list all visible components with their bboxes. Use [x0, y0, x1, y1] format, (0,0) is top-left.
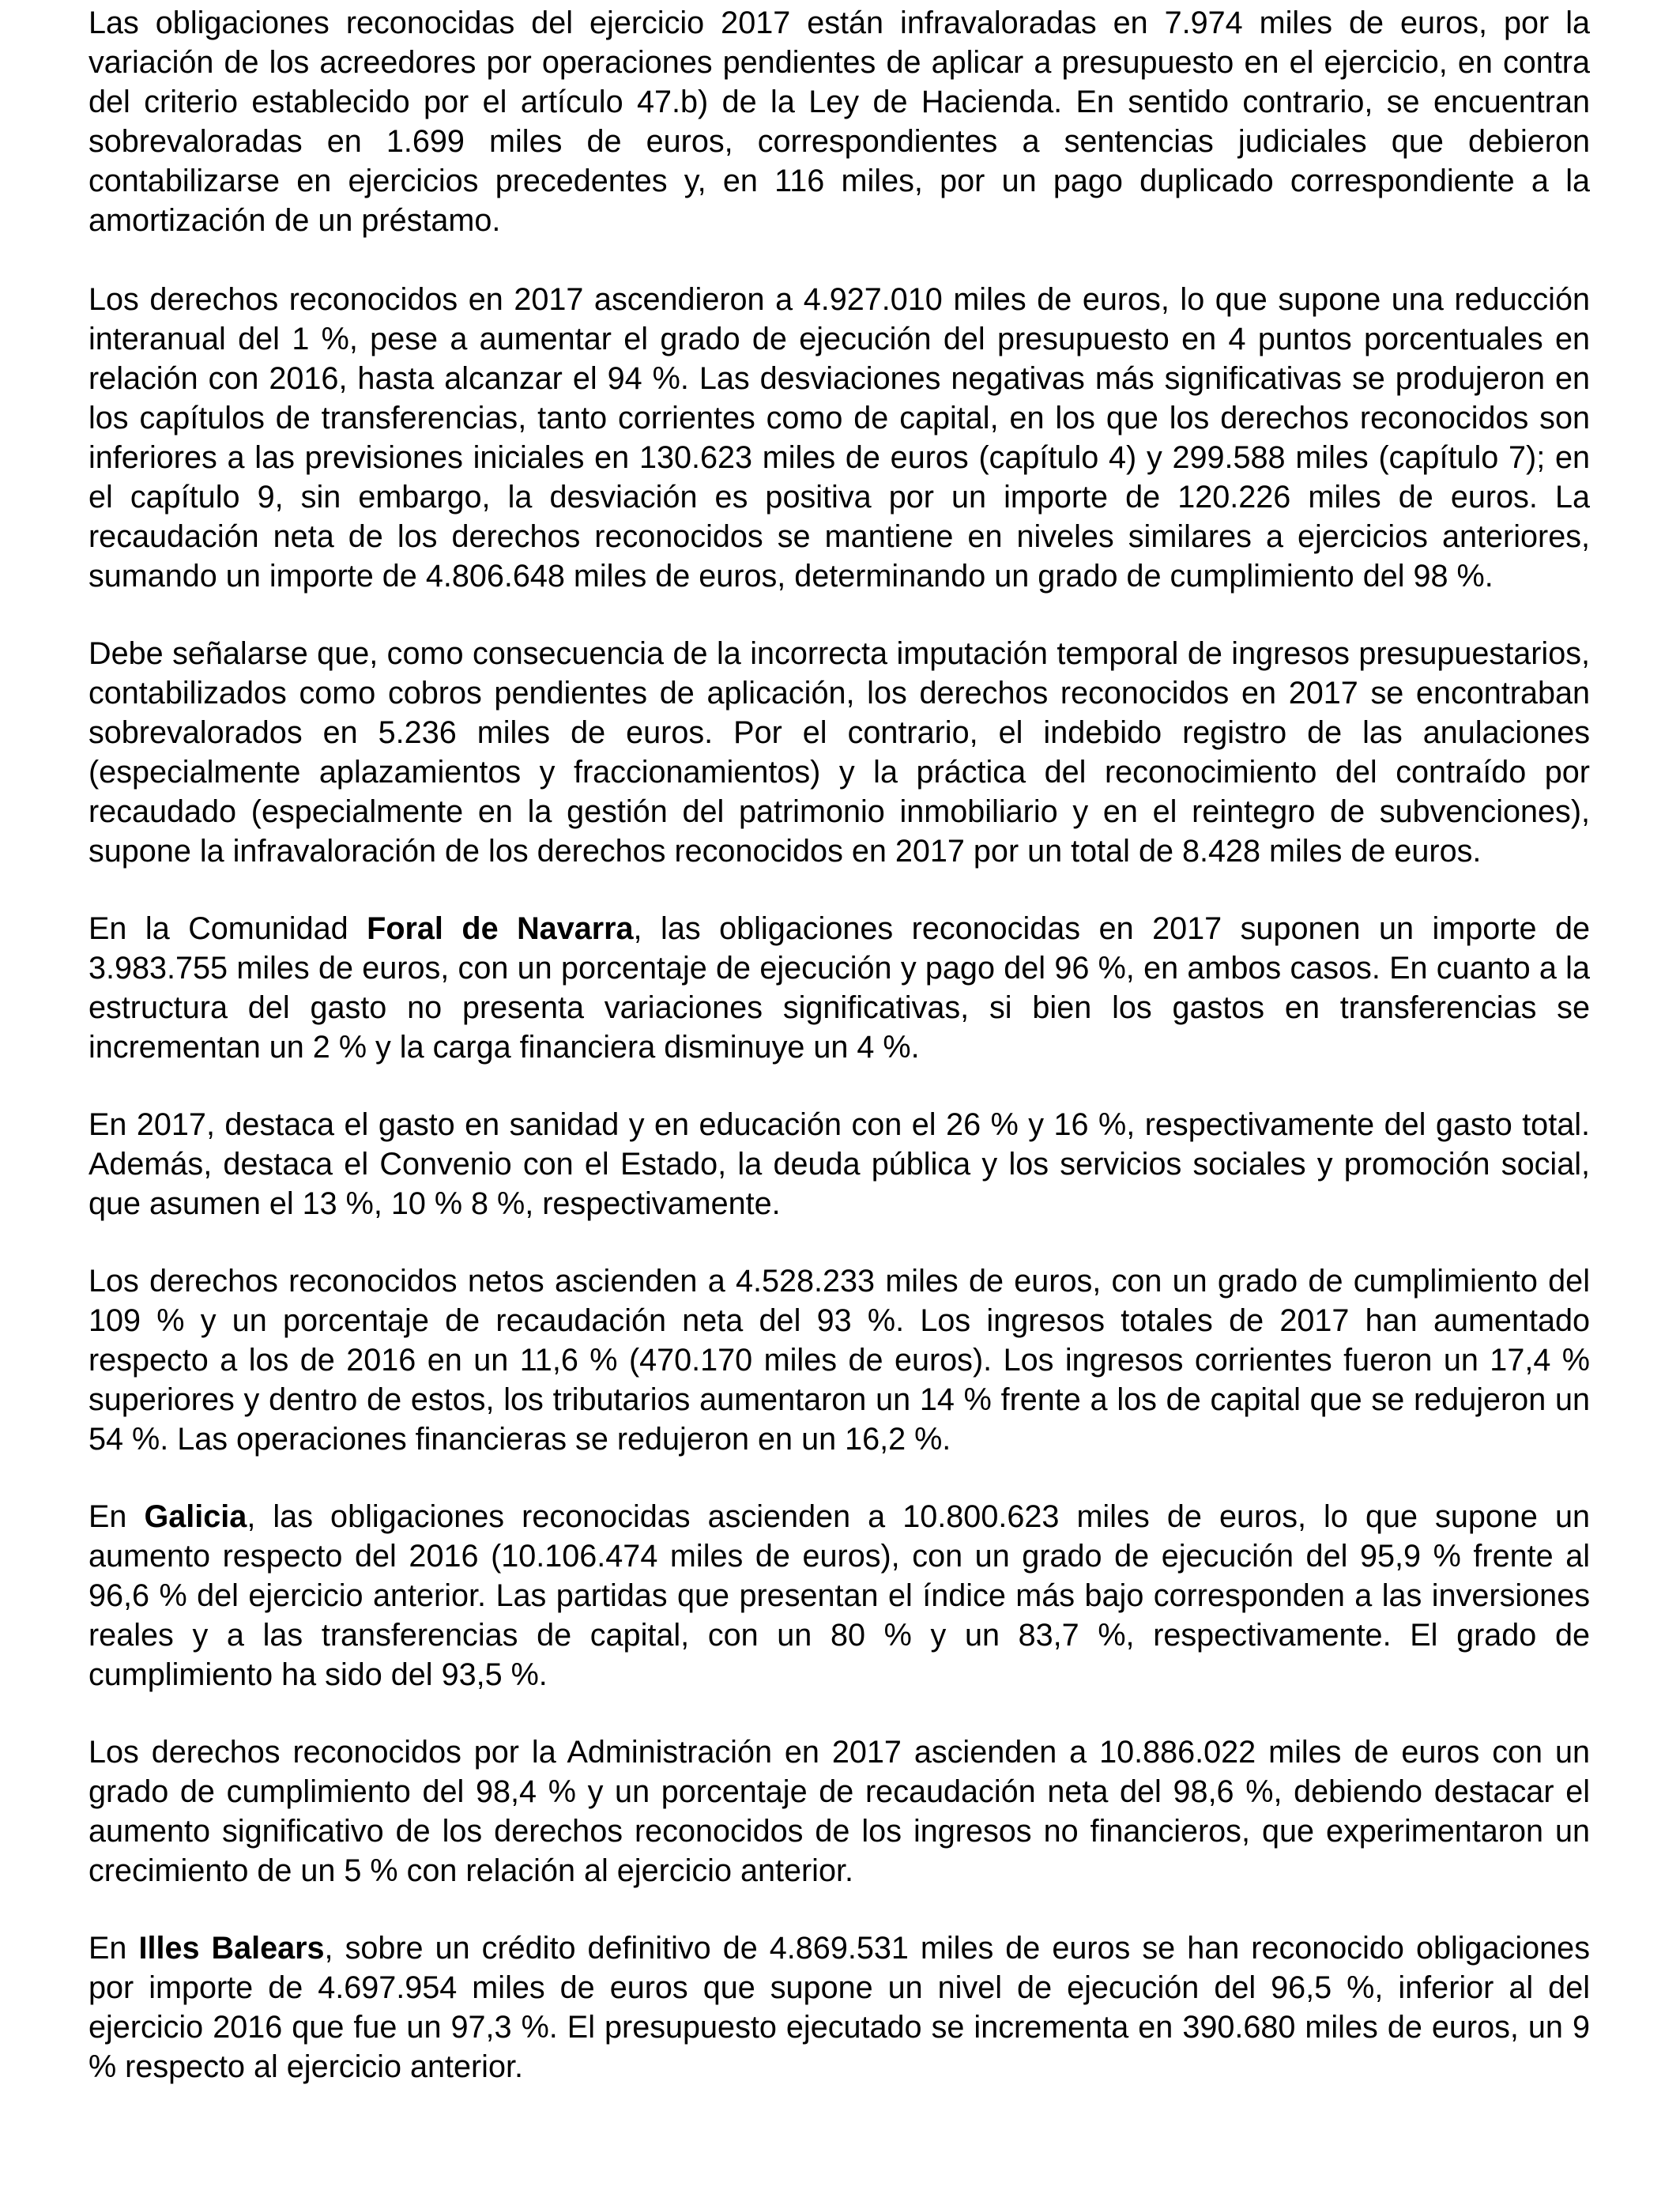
region-name-illes-balears: Illes Balears [138, 1931, 325, 1966]
paragraph-text: Los derechos reconocidos por la Administración en 2017 ascienden a 10.886.022 miles de euros con un grado de cumplimiento del 98,4 % y un porcentaje de recaudación neta del 98,6 %, debiendo destacar el aumento significativo de los derechos reconocidos de los ingresos no financieros, que experimentaron un crecimiento de un 5 % con relación al ejercicio anterior. [89, 1735, 1590, 1888]
paragraph-galicia-derechos [89, 1732, 1590, 1891]
paragraph-text: En 2017, destaca el gasto en sanidad y en educación con el 26 % y 16 %, respectivamente del gasto total. Además, destaca el Convenio con el Estado, la deuda pública y los servicios sociales y promoción social, que asumen el 13 %, 10 % 8 %, respectivamente. [89, 1107, 1590, 1221]
paragraph-text: , las obligaciones reconocidas ascienden a 10.800.623 miles de euros, lo que supone un aumento respecto del 2016 (10.106.474 miles de euros), con un grado de ejecución del 95,9 % frente al 96,6 % del ejercicio anterior. Las partidas que presentan el índice más bajo corresponden a las inversiones reales y a las transferencias de capital, con un 80 % y un 83,7 %, respectivamente. El grado de cumplimiento ha sido del 93,5 %. [89, 1499, 1591, 1692]
paragraph-illes-balears [89, 1928, 1590, 2087]
paragraph-derechos-2017 [89, 280, 1590, 596]
paragraph-navarra-gasto [89, 1105, 1590, 1223]
paragraph-text: En [89, 1931, 139, 1966]
region-name-navarra: Foral de Navarra [367, 911, 634, 946]
paragraph-text: En la Comunidad [89, 911, 367, 946]
paragraph-galicia [89, 1497, 1590, 1695]
region-name-galicia: Galicia [144, 1499, 247, 1534]
paragraph-navarra [89, 909, 1590, 1067]
paragraph-text: Los derechos reconocidos en 2017 ascendieron a 4.927.010 miles de euros, lo que supone una reducción interanual del 1 %, pese a aumentar el grado de ejecución del presupuesto en 4 puntos porcentuales en relación con 2016, hasta alcanzar el 94 %. Las desviaciones negativas más significativas se produjeron en los capítulos de transferencias, tanto corrientes como de capital, en los que los derechos reconocidos son inferiores a las previsiones iniciales en 130.623 miles de euros (capítulo 4) y 299.588 miles (capítulo 7); en el capítulo 9, sin embargo, la desviación es positiva por un importe de 120.226 miles de euros. La recaudación neta de los derechos reconocidos se mantiene en niveles similares a ejercicios anteriores, sumando un importe de 4.806.648 miles de euros, determinando un grado de cumplimiento del 98 %. [89, 282, 1590, 594]
paragraph-obligaciones-2017 [89, 3, 1590, 240]
document-page [89, 3, 1590, 2124]
paragraph-imputacion-temporal [89, 634, 1590, 871]
paragraph-text: , las obligaciones reconocidas en 2017 suponen un importe de 3.983.755 miles de euros, con un porcentaje de ejecución y pago del 96 %, en ambos casos. En cuanto a la estructura del gasto no presenta variaciones significativas, si bien los gastos en transferencias se incrementan un 2 % y la carga financiera disminuye un 4 %. [89, 911, 1591, 1065]
paragraph-text: Debe señalarse que, como consecuencia de la incorrecta imputación temporal de ingresos presupuestarios, contabilizados como cobros pendientes de aplicación, los derechos reconocidos en 2017 se encontraban sobrevalorados en 5.236 miles de euros. Por el contrario, el indebido registro de las anulaciones (especialmente aplazamientos y fraccionamientos) y la práctica del reconocimiento del contraído por recaudado (especialmente en la gestión del patrimonio inmobiliario y en el reintegro de subvenciones), supone la infravaloración de los derechos reconocidos en 2017 por un total de 8.428 miles de euros. [89, 636, 1590, 869]
paragraph-text: En [89, 1499, 145, 1534]
paragraph-text: Las obligaciones reconocidas del ejercicio 2017 están infravaloradas en 7.974 miles de euros, por la variación de los acreedores por operaciones pendientes de aplicar a presupuesto en el ejercicio, en contra del criterio establecido por el artículo 47.b) de la Ley de Hacienda. En sentido contrario, se encuentran sobrevaloradas en 1.699 miles de euros, correspondientes a sentencias judiciales que debieron contabilizarse en ejercicios precedentes y, en 116 miles, por un pago duplicado correspondiente a la amortización de un préstamo. [89, 6, 1590, 238]
paragraph-navarra-derechos [89, 1261, 1590, 1459]
paragraph-text: Los derechos reconocidos netos ascienden a 4.528.233 miles de euros, con un grado de cumplimiento del 109 % y un porcentaje de recaudación neta del 93 %. Los ingresos totales de 2017 han aumentado respecto a los de 2016 en un 11,6 % (470.170 miles de euros). Los ingresos corrientes fueron un 17,4 % superiores y dentro de estos, los tributarios aumentaron un 14 % frente a los de capital que se redujeron un 54 %. Las operaciones financieras se redujeron en un 16,2 %. [89, 1264, 1590, 1457]
paragraph-text: , sobre un crédito definitivo de 4.869.531 miles de euros se han reconocido obligaciones por importe de 4.697.954 miles de euros que supone un nivel de ejecución del 96,5 %, inferior al del ejercicio 2016 que fue un 97,3 %. El presupuesto ejecutado se incrementa en 390.680 miles de euros, un 9 % respecto al ejercicio anterior. [89, 1931, 1590, 2084]
